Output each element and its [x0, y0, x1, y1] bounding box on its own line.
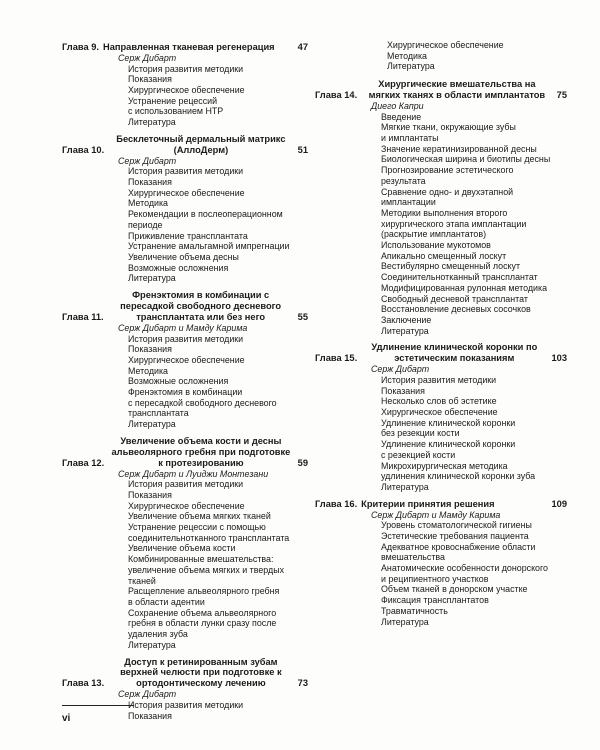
chapter-heading[interactable]	[62, 134, 308, 156]
topic-item: Удлинение клинической коронки	[381, 439, 516, 450]
topic-list	[62, 479, 308, 650]
topic-item: История развития методики	[381, 374, 497, 385]
topic-item: Приживление трансплантата	[128, 230, 248, 241]
topic-item: Методики выполнения второго	[381, 207, 508, 218]
chapter-page-number: 109	[551, 498, 567, 509]
chapter-entry	[62, 134, 308, 284]
topic-item: Рекомендации в послеоперационном	[128, 209, 283, 220]
chapter-title: Удлинение клинической коронки по эстетическим показаниям	[371, 342, 538, 364]
chapter-title: Доступ к ретинированным зубам верхней челюсти при подготовке к ортодонтическому лечению	[120, 656, 282, 689]
topic-item: Методика	[128, 365, 168, 376]
topic-item: Хирургическое обеспечение	[128, 85, 245, 96]
topic-item: Увеличение объема кости	[128, 543, 236, 554]
topic-item: Показания	[128, 344, 172, 355]
chapter-authors: Серж Дибарт	[371, 364, 430, 375]
topic-item: Сохранение объема альвеолярного	[128, 607, 277, 618]
chapter-authors: Серж Дибарт	[118, 155, 177, 166]
topic-item: Устранение амальгамной импрегнации	[128, 241, 290, 252]
topic-item: Расщепление альвеолярного гребня	[128, 586, 280, 597]
topic-item: Вестибулярно смещенный лоскут	[381, 261, 521, 272]
topic-item: Значение кератинизированной десны	[381, 143, 537, 154]
topic-item: трансплантата	[128, 408, 189, 419]
topic-list	[62, 64, 308, 128]
chapter-title: Френэктомия в комбинации с пересадкой свободного десневого трансплантата или без него	[120, 290, 282, 322]
topic-list	[315, 375, 567, 493]
topic-item: Литература	[128, 419, 176, 430]
topic-item: в области адентии	[128, 596, 205, 607]
topic-item: Свободный десневой трансплантат	[381, 293, 528, 304]
topic-list	[315, 520, 567, 627]
chapter-heading[interactable]	[315, 342, 567, 364]
chapter-entry	[315, 499, 567, 628]
topic-item: Восстановление десневых сосочков	[381, 304, 531, 315]
topic-item: Мягкие ткани, окружающие зубы	[381, 122, 516, 133]
chapter-page-number: 103	[551, 353, 567, 364]
topic-item: Устранение рецессий	[128, 95, 218, 106]
topic-item: Хирургическое обеспечение	[381, 407, 498, 418]
topic-item: Показания	[381, 385, 425, 396]
topic-item: Эстетические требования пациента	[381, 530, 529, 541]
topic-item: Литература	[128, 273, 176, 284]
chapter-number: Глава 11.	[62, 311, 104, 322]
toc-left-column	[62, 42, 308, 727]
topic-item: Литература	[128, 117, 176, 128]
chapter-authors: Серж Дибарт	[118, 689, 177, 700]
topic-item: Хирургическое обеспечение	[387, 40, 504, 50]
topic-item: Показания	[128, 489, 172, 500]
chapter-entry	[62, 436, 308, 651]
topic-item: Френэктомия в комбинации	[128, 387, 243, 398]
topic-item: результата	[381, 175, 426, 186]
topic-item: Биологическая ширина и биотипы десны	[381, 154, 551, 165]
topic-item: Методика	[387, 50, 427, 61]
topic-item: Хирургическое обеспечение	[128, 354, 245, 365]
topic-item: без резекции кости	[381, 428, 460, 439]
topic-item: имплантации	[381, 197, 436, 208]
topic-item: Удлинение клинической коронки	[381, 417, 516, 428]
topic-item: увеличение объема мягких и твердых	[128, 564, 285, 575]
chapter-authors: Серж Дибарт и Луиджи Монтезани	[118, 468, 269, 479]
chapter-title: Увеличение объема кости и десны альвеолярного гребня при подготовке к протезированию	[111, 435, 291, 468]
topic-item: Адекватное кровоснабжение области	[381, 541, 536, 552]
topic-item: Хирургическое обеспечение	[128, 500, 245, 511]
topic-item: Литература	[381, 616, 429, 627]
chapter-entry	[62, 657, 308, 722]
topic-item: хирургического этапа имплантации	[381, 218, 527, 229]
topic-item: Введение	[381, 111, 422, 122]
chapter-heading[interactable]	[62, 290, 308, 323]
topic-item: Показания	[128, 74, 172, 85]
topic-item: Соединительнотканный трансплантат	[381, 272, 538, 283]
topic-item: Комбинированные вмешательства:	[128, 554, 274, 565]
topic-item: Использование мукотомов	[381, 240, 491, 251]
topic-item: с резекцией кости	[381, 449, 456, 460]
chapter-heading[interactable]	[315, 79, 567, 101]
chapter-entry	[62, 42, 308, 128]
topic-list	[315, 112, 567, 337]
topic-item: Увеличение объема десны	[128, 251, 239, 262]
topic-item: Апикально смещенный лоскут	[381, 250, 507, 261]
chapter-number: Глава 14.	[315, 90, 358, 101]
chapter-title: Бесклеточный дермальный матрикс (АллоДерм)	[116, 133, 286, 155]
topic-item: История развития методики	[128, 63, 244, 74]
topic-item: удаления зуба	[128, 629, 188, 640]
chapter-heading[interactable]	[62, 436, 308, 469]
topic-item: Литература	[387, 61, 435, 72]
chapter-entry	[315, 342, 567, 492]
topic-item: Хирургическое обеспечение	[128, 187, 245, 198]
chapter-authors: Серж Дибарт и Мамду Карима	[118, 322, 248, 333]
topic-item: Литература	[381, 481, 429, 492]
topic-item: вмешательства	[381, 552, 445, 563]
chapter-heading[interactable]	[62, 42, 308, 53]
topic-list	[62, 166, 308, 284]
topic-item: Анатомические особенности донорского	[381, 563, 548, 574]
chapter-page-number: 59	[297, 457, 308, 468]
topic-item: Модифицированная рулонная методика	[381, 282, 548, 293]
chapter-authors: Серж Дибарт	[118, 52, 177, 63]
topic-item: Возможные осложнения	[128, 376, 229, 387]
topic-item: Литература	[128, 639, 176, 650]
topic-item: Устранение рецессии с помощью	[128, 522, 266, 533]
topic-list	[62, 700, 308, 721]
chapter-heading[interactable]	[315, 499, 567, 510]
topic-item: История развития методики	[128, 166, 244, 177]
topic-item: удлинения клинической коронки зуба	[381, 471, 536, 482]
chapter-page-number: 55	[297, 311, 308, 322]
topic-item: соединительнотканного трансплантата	[128, 532, 290, 543]
chapter-page-number: 75	[556, 90, 567, 101]
topic-item: и реципиентного участков	[381, 573, 489, 584]
topic-item: Прогнозирование эстетического	[381, 165, 514, 176]
topic-item: Травматичность	[381, 605, 448, 616]
topic-item: Заключение	[381, 314, 432, 325]
topic-item: История развития методики	[128, 479, 244, 490]
chapter-page-number: 73	[297, 678, 308, 689]
chapter-number: Глава 10.	[62, 144, 105, 155]
chapter-authors: Диего Капри	[371, 100, 424, 111]
topic-item: тканей	[128, 575, 156, 586]
page-number: vi	[62, 713, 71, 724]
topic-item: История развития методики	[128, 333, 244, 344]
topic-item: (раскрытие имплантатов)	[381, 229, 487, 240]
continued-topic-list	[315, 40, 567, 72]
topic-item: Методика	[128, 198, 168, 209]
chapter-title: Хирургические вмешательства на мягких тканях в области имплантатов	[368, 79, 546, 101]
topic-item: периоде	[128, 219, 163, 230]
chapter-number: Глава 12.	[62, 457, 105, 468]
footer-rule	[62, 705, 134, 706]
chapter-number: Глава 13.	[62, 678, 105, 689]
chapter-title: Критерии принятия решения	[361, 498, 495, 509]
chapter-heading[interactable]	[62, 657, 308, 690]
topic-item: гребня в области лунки сразу после	[128, 618, 277, 629]
topic-item: Литература	[381, 325, 429, 336]
chapter-page-number: 51	[297, 144, 308, 155]
topic-item: Объем тканей в донорском участке	[381, 584, 528, 595]
topic-item: Показания	[128, 177, 172, 188]
topic-list	[62, 334, 308, 430]
toc-right-column	[315, 40, 567, 633]
topic-item: История развития методики	[128, 699, 244, 710]
topic-item: Показания	[128, 710, 172, 721]
chapter-number: Глава 15.	[315, 353, 358, 364]
topic-item: Фиксация трансплантатов	[381, 595, 489, 606]
topic-item: и имплантаты	[381, 133, 439, 144]
topic-item: Уровень стоматологической гигиены	[381, 520, 532, 531]
topic-item: Микрохирургическая методика	[381, 460, 508, 471]
topic-item: Увеличение объема мягких тканей	[128, 511, 271, 522]
chapter-authors: Серж Дибарт и Мамду Карима	[371, 509, 501, 520]
chapter-page-number: 47	[297, 42, 308, 52]
topic-item: Несколько слов об эстетике	[381, 396, 497, 407]
topic-item: Сравнение одно- и двухэтапной	[381, 186, 514, 197]
chapter-title: Направленная тканевая регенерация	[102, 42, 275, 52]
chapter-entry	[62, 290, 308, 430]
chapter-number: Глава 9.	[62, 42, 99, 52]
chapter-entry	[315, 79, 567, 336]
topic-item: Возможные осложнения	[128, 262, 229, 273]
topic-item: с использованием НТР	[128, 106, 224, 117]
chapter-number: Глава 16.	[315, 498, 358, 509]
topic-item: с пересадкой свободного десневого	[128, 397, 277, 408]
